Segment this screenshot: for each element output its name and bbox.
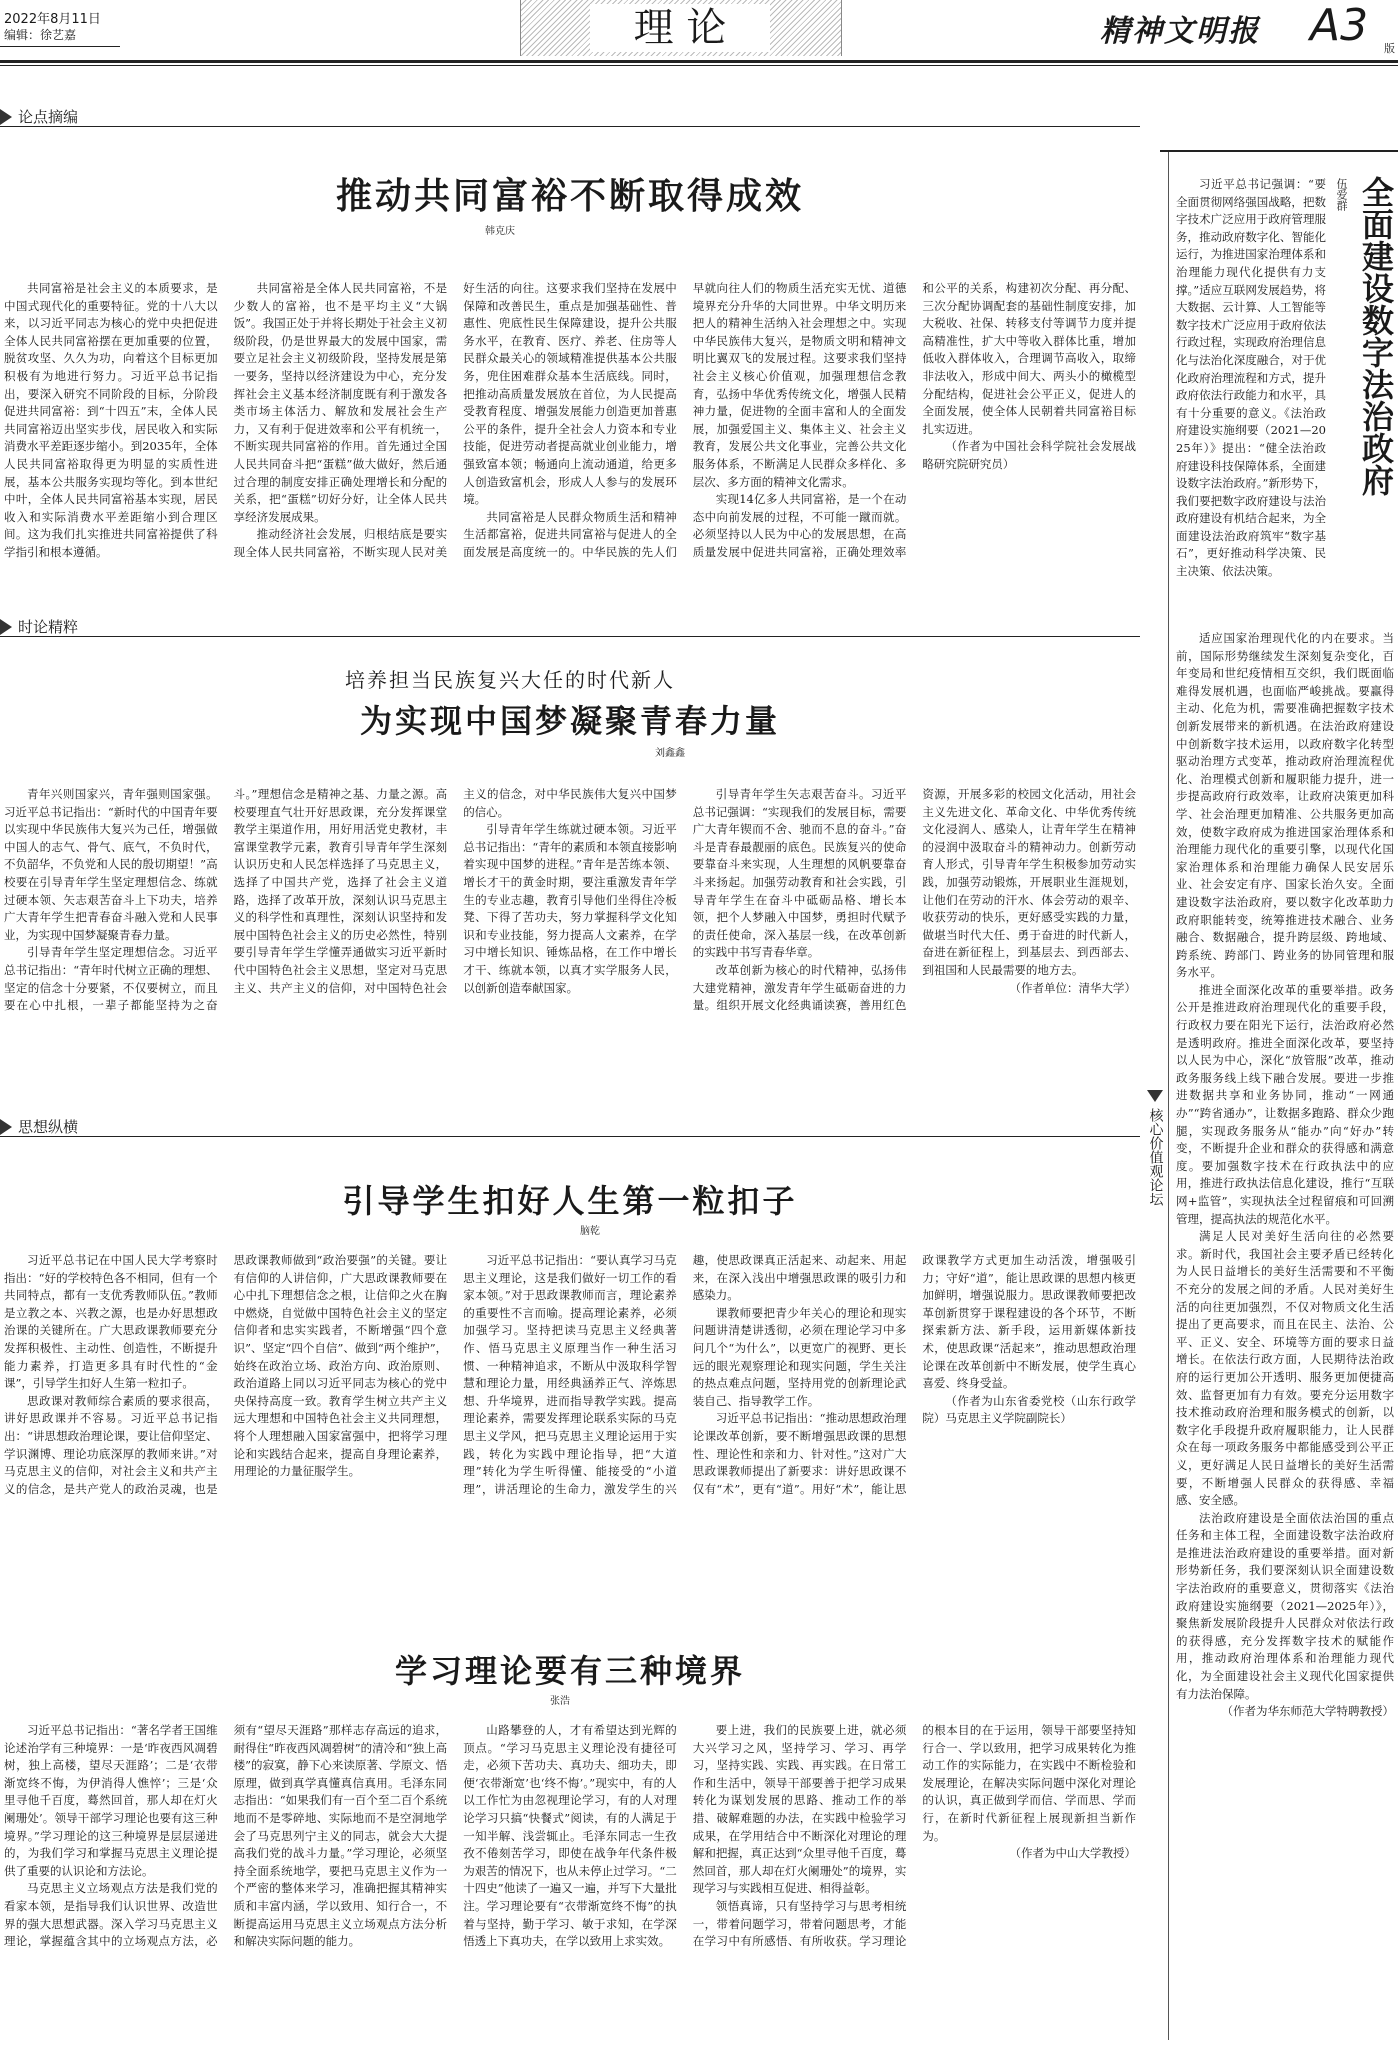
- masthead-rule-thin: [0, 65, 1398, 66]
- sidebar-divider: [1168, 150, 1169, 2040]
- article1-body: [4, 280, 1136, 586]
- article3-title: 引导学生扣好人生第一粒扣子: [342, 1182, 798, 1220]
- article4-paragraph: 要上进，我们的民族要上进，就必须大兴学习之风，坚持学习、学习、再学习，坚持实践、实践、再实践。在日常工作和生活中，领导干部要善于把学习成果转化为谋划发展的思路、推动工作的举措、破解难题的办法，在实践中检验学习成果，在学用结合中不断深化对理论的理解和把握，真正达到“众里寻他千百度，蓦然回首，那人却在灯火阑珊处”的境界，实现学习与实践相互促进、相得益彰。: [692, 1723, 907, 1896]
- article4-paragraph: 山路攀登的人，才有希望达到光辉的顶点。“学习马克思主义理论没有捷径可走，必须下苦功夫、真功夫、细功夫，即便‘衣带渐宽’也‘终不悔’。”现实中，有的人以工作忙为由忽视理论学习，有的人对理论学习只搞“快餐式”阅读，有的人满足于一知半解、浅尝辄止。毛泽东同志一生孜孜不倦刻苦学习，即使在战争年代条件极为艰苦的情况下，也从未停止过学习。“二十四史”他读了一遍又一遍，并写下大量批注。学习理论要有“衣带渐宽终不悔”的执着与坚持，勤于学习、敏于求知，在学深悟透上下真功夫，在学以致用上求实效。: [463, 1723, 677, 1949]
- article3-paragraph: 习近平总书记指出：“要认真学习马克思主义理论，这是我们做好一切工作的看家本领。”对于思政课教师而言，理论素养的重要性不言而喻。提高理论素养，必须加强学习。坚持把读马克思主义经典著作、悟马克思主义原理当作一种生活习惯、一种精神追求，不断从中汲取科学智慧和理论力量，用经典涵养正气、淬炼思想、升华境界，进而指导教学实践。提高理论素养，需要发挥理论联系实际的马克思主义学风，把马克思主义理论运用于实践，转化为实践中理论指导，把“大道理”转化为学生听得懂、能接受的“小道理”，讲活理论的生命力，激发学生的兴趣，使思政课真正活起来、动起来、用起来，在深入浅出中增强思政课的吸引力和感染力。: [463, 1253, 907, 1496]
- section-label-sixiang: [0, 1116, 78, 1137]
- section-rule-sixiang: [0, 1136, 1140, 1137]
- masthead-rule-main: [0, 60, 1398, 63]
- masthead-paper-name: 精神文明报: [1100, 14, 1260, 49]
- masthead-page-number: A3: [1310, 0, 1369, 51]
- article3-author-note: （作者为山东省委党校（山东行政学院）马克思主义学院副院长）: [922, 1393, 1136, 1426]
- article1-title: 推动共同富裕不断取得成效: [335, 176, 804, 217]
- article2-author-note: （作者单位：清华大学）: [1009, 980, 1136, 995]
- section-label-text: 论点摘编: [18, 108, 79, 126]
- sidebar-paragraph: 习近平总书记强调：“要全面贯彻网络强国战略，把数字技术广泛应用于政府管理服务，推动政府数字化、智能化运行，为推进国家治理体系和治理能力现代化提供有力支撑。”适应互联网发展趋势，将大数据、云计算、人工智能等数字技术广泛应用于政府依法行政过程，实现政府治理信息化与法治化深度融合，对于优化政府治理流程和方式，提升政府依法行政能力和水平，具有十分重要的意义。《法治政府建设实施纲要（2021—2025年）》提出：“健全法治政府建设科技保障体系，全面建设数字法治政府。”新形势下，我们要把数字政府建设与法治政府建设有机结合起来，为全面建设法治政府筑牢“数字基石”，更好推动科学决策、民主决策、依法决策。: [1176, 177, 1326, 579]
- article4-title: 学习理论要有三种境界: [394, 1652, 745, 1690]
- masthead-editor: 编辑：徐艺嘉: [4, 28, 77, 42]
- section-label-text: 思想纵横: [18, 1118, 79, 1136]
- section-label-lundian: [0, 106, 78, 127]
- masthead-page-suffix: 版: [1384, 42, 1395, 55]
- article1-paragraph: 实现14亿多人共同富裕，是一个在动态中向前发展的过程，不可能一蹴而就。必须坚持以人民为中心的发展思想，在高质量发展中促进共同富裕，正确处理效率和公平的关系，构建初次分配、再分配、三次分配协调配套的基础性制度安排，加大税收、社保、转移支付等调节力度并提高精准性，扩大中等收入群体比重，增加低收入群体收入，合理调节高收入，取缔非法收入，形成中间大、两头小的橄榄型分配结构，促进社会公平正义，促进人的全面发展，使全体人民朝着共同富裕目标扎实迈进。: [692, 281, 1136, 559]
- article4-author-note: （作者为中山大学教授）: [1009, 1846, 1136, 1861]
- sidebar-top-rule: [1160, 150, 1398, 152]
- article2-paragraph: 引导青年学生练就过硬本领。习近平总书记指出：“青年的素质和本领直接影响着实现中国梦的进程。”青年是苦练本领、增长才干的黄金时期，要注重激发青年学生的专业志趣，教育引导他们坐得住冷板凳、下得了苦功夫，努力掌握科学文化知识和专业技能，努力提高人文素养，在学习中增长知识、锤炼品格，在工作中增长才干、练就本领，以真才实学服务人民，以创新创造奉献国家。: [463, 822, 677, 995]
- article4-paragraph: 习近平总书记指出：“著名学者王国维论述治学有三种境界：一是‘昨夜西风凋碧树，独上高楼，望尽天涯路’；二是‘衣带渐宽终不悔，为伊消得人憔悴’；三是‘众里寻他千百度，蓦然回首，那人却在灯火阑珊处’。领导干部学习理论也要有这三种境界。”学习理论的这三种境界是层层递进的，为我们学习和掌握马克思主义理论提供了重要的认识论和方法论。: [4, 1723, 218, 1878]
- article2-paragraph: 改革创新为核心的时代精神，弘扬伟大建党精神，激发青年学生砥砺奋进的力量。组织开展文化经典诵读赛，善用红色资源，开展多彩的校园文化活动，用社会主义先进文化、革命文化、中华优秀传统文化浸润人、感染人，让青年学生在精神的浸润中汲取奋斗的精神动力。创新劳动育人形式，引导青年学生积极参加劳动实践，加强劳动锻炼，开展职业生涯规划，让他们在劳动的汗水、体会劳动的艰辛、收获劳动的快乐，更好感受实践的力量，做堪当时代大任、勇于奋进的时代新人，奋进在新征程上，到基层去、到西部去、到祖国和人民最需要的地方去。: [692, 787, 1136, 1013]
- article2-paragraph: 青年兴则国家兴，青年强则国家强。习近平总书记指出：“新时代的中国青年要以实现中华民族伟大复兴为己任，增强做中国人的志气、骨气、底气，不负时代，不负韶华，不负党和人民的殷切期望！”高校要在引导青年学生坚定理想信念、练就过硬本领、矢志艰苦奋斗上下功夫，培养广大青年学生把青春奋斗融入党和人民事业，为实现中国梦凝聚青春力量。: [4, 787, 218, 942]
- sidebar-paragraph: 适应国家治理现代化的内在要求。当前，国际形势继续发生深刻复杂变化，百年变局和世纪疫情相互交织，我们既面临难得发展机遇，也面临严峻挑战。要赢得主动、化危为机，需要准确把握数字技术创新发展带来的新机遇。在法治政府建设中创新数字技术运用，以政府数字化转型驱动治理方式变革，推动政府治理流程优化、治理模式创新和履职能力提升，进一步提高政府行政效率，让政府决策更加科学、社会治理更加精准、公共服务更加高效，使数字政府成为推进国家治理体系和治理能力现代化的重要引擎，以现代化国家治理体系和治理能力确保人民安居乐业、社会安定有序、国家长治久安。全面建设数字法治政府，要以数字化改革助力政府职能转变，统筹推进技术融合、业务融合、数据融合，提升跨层级、跨地域、跨系统、跨部门、跨业务的协同管理和服务水平。: [1176, 631, 1394, 980]
- article3-author: 脑乾: [580, 1226, 600, 1237]
- article2-paragraph: 引导青年学生坚定理想信念。习近平总书记指出：“青年时代树立正确的理想、坚定的信念十分要紧，不仅要树立，而且要在心中扎根，一辈子都能坚持为之奋斗。”理想信念是精神之基、力量之源。高校要理直气壮开好思政课，充分发挥课堂教学主渠道作用，用好用活党史教材，丰富课堂教学元素，教育引导青年学生深刻认识历史和人民怎样选择了马克思主义，选择了中国共产党，选择了社会主义道路，选择了改革开放，深刻认识马克思主义的科学性和真理性，深刻认识坚持和发展中国特色社会主义的历史必然性，特别要引导青年学生学懂弄通做实习近平新时代中国特色社会主义思想，坚定对马克思主义、共产主义的信仰，对中国特色社会主义的信念，对中华民族伟大复兴中国梦的信心。: [4, 787, 677, 1013]
- masthead-rule-left: [0, 46, 120, 47]
- article4-paragraph: 马克思主义立场观点方法是我们党的看家本领，是指导我们认识世界、改造世界的强大思想武器。深入学习马克思主义理论，掌握蕴含其中的立场观点方法，必须有“望尽天涯路”那样志存高远的追求，耐得住“昨夜西风凋碧树”的清冷和“独上高楼”的寂寞，静下心来读原著、学原文、悟原理，做到真学真懂真信真用。毛泽东同志指出：“如果我们有一百个至二百个系统地而不是零碎地、实际地而不是空洞地学会了马克思列宁主义的同志，就会大大提高我们党的战斗力量。”学习理论，必须坚持全面系统地学，要把马克思主义作为一个严密的整体来学习，准确把握其精神实质和丰富内涵，学以致用、知行合一，不断提高运用马克思主义立场观点方法分析和解决实际问题的能力。: [4, 1723, 448, 1949]
- section-arrow-icon: [0, 1119, 12, 1135]
- section-label-text: 核心价值观论坛: [1147, 1108, 1164, 1206]
- article1-author: 韩克庆: [485, 226, 515, 237]
- article3-paragraph: 课教师要把青少年关心的理论和现实问题讲清楚讲透彻，必须在理论学习中多问几个“为什么”，以更宽广的视野、更长远的眼光观察理论和现实问题，学生关注的热点难点问题，坚持用党的创新理论武装自己、指导教学工作。: [692, 1305, 907, 1408]
- article4-paragraph: 领悟真谛，只有坚持学习与思考相统一，带着问题学习，带着问题思考，才能在学习中有所感悟、有所收获。学习理论的根本目的在于运用，领导干部要坚持知行合一、学以致用，把学习成果转化为推动工作的实际能力，在实践中不断检验和发展理论，在解决实际问题中深化对理论的认识，真正做到学而信、学而思、学而行，在新时代新征程上展现新担当新作为。: [692, 1723, 1136, 1949]
- sidebar-paragraph: 满足人民对美好生活向往的必然要求。新时代，我国社会主要矛盾已经转化为人民日益增长的美好生活需要和不平衡不充分的发展之间的矛盾。人民对美好生活的向往更加强烈，不仅对物质文化生活提出了更高要求，而且在民主、法治、公平、正义、安全、环境等方面的要求日益增长。在依法行政方面，人民期待法治政府的运行更加公开透明、服务更加便捷高效、监督更加有力有效。要充分运用数字技术推动政府治理和服务模式的创新，以数字化手段提升政府履职能力，让人民群众在每一项政务服务中都能感受到公平正义，更好满足人民日益增长的美好生活需要，不断增强人民群众的获得感、幸福感、安全感。: [1176, 1229, 1394, 1508]
- section-arrow-icon: [0, 109, 12, 125]
- section-label-shiping: [0, 616, 78, 637]
- article2-body: [4, 786, 1136, 1092]
- sidebar-author-note: （作者为华东师范大学特聘教授）: [1221, 1704, 1394, 1719]
- section-label-text: 时论精粹: [18, 618, 79, 636]
- article4-author: 张浩: [550, 1696, 570, 1707]
- sidebar-paragraph: 推进全面深化改革的重要举措。政务公开是推进政府治理现代化的重要手段，行政权力要在阳光下运行，法治政府必然是透明政府。推进全面深化改革，要坚持以人民为中心，深化“放管服”改革，推动政务服务线上线下融合发展。要进一步推进数据共享和业务协同，推动“一网通办”“跨省通办”，让数据多跑路、群众少跑腿，实现政务服务从“能办”向“好办”转变，不断提升企业和群众的获得感和满意度。要加强数字技术在行政执法中的应用，推进行政执法信息化建设，推行“互联网+监管”，实现执法全过程留痕和可回溯管理，提高执法的规范化水平。: [1176, 982, 1394, 1226]
- article1-paragraph: 共同富裕是全体人民共同富裕，不是少数人的富裕，也不是平均主义“大锅饭”。我国正处于并将长期处于社会主义初级阶段，仍是世界最大的发展中国家，需要立足社会主义初级阶段，坚持发展是第一要务，坚持以经济建设为中心，充分发挥社会主义基本经济制度既有利于激发各类市场主体活力、解放和发展社会生产力，又有利于促进效率和公平有机统一，不断实现共同富裕的作用。首先通过全国人民共同奋斗把“蛋糕”做大做好，然后通过合理的制度安排正确处理增长和分配的关系，把“蛋糕”切好分好，让全体人民共享经济发展成果。: [233, 281, 448, 524]
- article2-author: 刘鑫鑫: [655, 748, 685, 759]
- masthead-section-title: 理 论: [590, 4, 770, 52]
- section-label-hexin: [1144, 1090, 1166, 1206]
- sidebar-body-top: [1176, 176, 1326, 626]
- article1-author-note: （作者为中国社会科学院社会发展战略研究院研究员）: [922, 439, 1136, 471]
- section-rule-shiping: [0, 636, 1140, 637]
- article1-paragraph: 推动经济社会发展，归根结底是要实现全体人民共同富裕，不断实现人民对美好生活的向往。这要求我们坚持在发展中保障和改善民生，重点是加强基础性、普惠性、兜底性民生保障建设，提升公共服务水平，在教育、医疗、养老、住房等人民群众最关心的领域精准提供基本公共服务，兜住困难群众基本生活底线。同时，把推动高质量发展放在首位，为人民提高受教育程度、增强发展能力创造更加普惠公平的条件，提升全社会人力资本和专业技能，促进劳动者提高就业创业能力，增强致富本领；畅通向上流动通道，给更多人创造致富机会，形成人人参与的发展环境。: [233, 281, 677, 559]
- article1-paragraph: 共同富裕是人民群众物质生活和精神生活都富裕，促进共同富裕与促进人的全面发展是高度统一的。中华民族的先人们早就向往人们的物质生活充实无忧、道德境界充分升华的大同世界。中华文明历来把人的精神生活纳入社会理想之中。实现中华民族伟大复兴，是物质文明和精神文明比翼双飞的发展过程。这要求我们坚持社会主义核心价值观，加强理想信念教育，弘扬中华优秀传统文化，增强人民精神力量，促进物的全面丰富和人的全面发展，加强爱国主义、集体主义、社会主义教育，发展公共文化事业，完善公共文化服务体系，不断满足人民群众多样化、多层次、多方面的精神文化需求。: [463, 281, 907, 559]
- article3-paragraph: 习近平总书记指出：“推动思想政治理论课改革创新，要不断增强思政课的思想性、理论性和亲和力、针对性。”这对广大思政课教师提出了新要求：讲好思政课不仅有“术”，更有“道”。用好“术”，能让思政课教学方式更加生动活泼，增强吸引力；守好“道”，能让思政课的思想内核更加鲜明，增强说服力。思政课教师要把改革创新贯穿于课程建设的各个环节，不断探索新方法、新手段，运用新媒体新技术，使思政课“活起来”，推动思想政治理论课在改革创新中不断发展，使学生真心喜爱、终身受益。: [692, 1253, 1136, 1496]
- masthead-date: 2022年8月11日: [4, 12, 101, 27]
- sidebar-author: 伍爱群: [1335, 178, 1348, 211]
- article3-paragraph: 思政课对教师综合素质的要求很高，讲好思政课并不容易。习近平总书记指出：“讲思想政治理论课，要让信仰坚定、学识渊博、理论功底深厚的教师来讲。”对马克思主义的信仰，对社会主义和共产主义的信念，是共产党人的政治灵魂，也是思政课教师做到“政治要强”的关键。要让有信仰的人讲信仰，广大思政课教师要在心中扎下理想信念之根，让信仰之火在胸中燃烧，自觉做中国特色社会主义的坚定信仰者和忠实实践者，不断增强“四个意识”、坚定“四个自信”、做到“两个维护”，始终在政治立场、政治方向、政治原则、政治道路上同以习近平同志为核心的党中央保持高度一致。教育学生树立共产主义远大理想和中国特色社会主义共同理想，将个人理想融入国家富强中，把将学习理论和实践结合起来，提高自身理论素养，用理论的力量征服学生。: [4, 1253, 448, 1496]
- sidebar-body-main: [1176, 630, 1394, 2038]
- sidebar-title: 全面建设数字法治政府: [1357, 176, 1395, 496]
- article1-paragraph: 共同富裕是社会主义的本质要求，是中国式现代化的重要特征。党的十八大以来，以习近平同志为核心的党中央把促进全体人民共同富裕摆在更加重要的位置，脱贫攻坚、久久为功，向着这个目标更加积极有为地进行努力。习近平总书记指出，要深入研究不同阶段的目标，分阶段促进共同富裕：到“十四五”末，全体人民共同富裕迈出坚实步伐，居民收入和实际消费水平差距逐步缩小。到2035年，全体人民共同富裕取得更为明显的实质性进展，基本公共服务实现均等化。到本世纪中叶，全体人民共同富裕基本实现，居民收入和实际消费水平差距缩小到合理区间。这为我们扎实推进共同富裕提供了科学指引和根本遵循。: [4, 281, 218, 559]
- article2-kicker: 培养担当民族复兴大任的时代新人: [345, 668, 675, 692]
- article4-body: [4, 1722, 1136, 2040]
- sidebar-paragraph: 法治政府建设是全面依法治国的重点任务和主体工程，全面建设数字法治政府是推进法治政府建设的重要举措。面对新形势新任务，我们要深刻认识全面建设数字法治政府的重要意义，贯彻落实《法治政府建设实施纲要（2021—2025年）》，聚焦新发展阶段提升人民群众对依法行政的获得感，充分发挥数字技术的赋能作用，推动政府治理体系和治理能力现代化，为全面建设社会主义现代化国家提供有力法治保障。: [1176, 1510, 1394, 1701]
- section-arrow-icon: [0, 619, 12, 635]
- article2-paragraph: 引导青年学生矢志艰苦奋斗。习近平总书记强调：“实现我们的发展目标，需要广大青年锲而不舍、驰而不息的奋斗。”奋斗是青春最靓丽的底色。民族复兴的使命要靠奋斗来实现，人生理想的风帆要靠奋斗来扬起。加强劳动教育和社会实践，引导青年学生在奋斗中砥砺品格、增长本领，把个人梦融入中国梦，勇担时代赋予的责任使命，深入基层一线，在改革创新的实践中书写青春华章。: [692, 787, 907, 960]
- article3-paragraph: 习近平总书记在中国人民大学考察时指出：“好的学校特色各不相同，但有一个共同特点，都有一支优秀教师队伍。”教师是立教之本、兴教之源，也是办好思想政治课的关键所在。广大思政课教师要充分发挥积极性、主动性、创造性，不断提升能力素养，打造更多具有时代性的“金课”，引导学生扣好人生第一粒扣子。: [4, 1253, 218, 1391]
- article2-title: 为实现中国梦凝聚青春力量: [359, 702, 780, 740]
- section-arrow-icon: [1147, 1090, 1163, 1102]
- article3-body: [4, 1252, 1136, 1622]
- section-rule-lundian: [0, 126, 1140, 127]
